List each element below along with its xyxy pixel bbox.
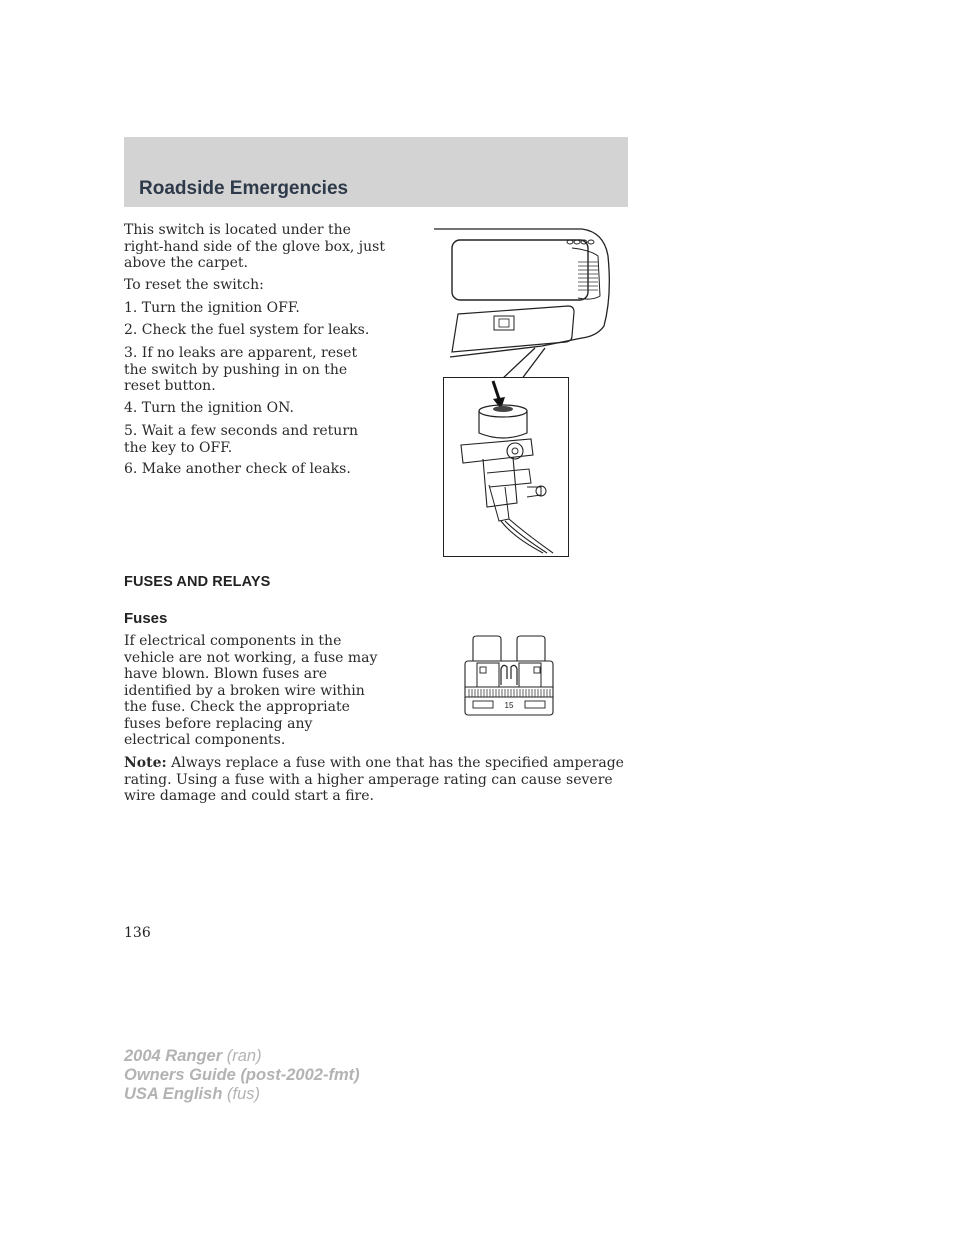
document-footer (124, 1047, 360, 1104)
reset-step-4: 4. Turn the ignition ON. (124, 400, 294, 416)
section-title: Roadside Emergencies (139, 178, 349, 199)
reset-step-3: 3. If no leaks are apparent, reset the switch by pushing in on the reset button. (124, 345, 358, 394)
fuses-relays-heading: FUSES AND RELAYS (124, 574, 271, 590)
footer-language-code: (fus) (222, 1085, 260, 1103)
fuse-illustration (463, 635, 555, 717)
fuses-subheading: Fuses (124, 610, 168, 627)
footer-guide: Owners Guide (post-2002-fmt) (124, 1066, 360, 1084)
note-label: Note: (124, 755, 167, 771)
footer-model-code: (ran) (222, 1047, 262, 1065)
glove-box-illustration (432, 226, 612, 361)
reset-step-2: 2. Check the fuel system for leaks. (124, 322, 370, 338)
reset-intro-text: To reset the switch: (124, 277, 264, 293)
footer-model: 2004 Ranger (124, 1047, 223, 1065)
footer-language: USA English (124, 1085, 223, 1103)
fuses-paragraph: If electrical components in the vehicle are not working, a fuse may have blown. Blown fuses are identified by a broken wire within the fuse. Check the appropriate fuses before replacing any electrical components. (124, 633, 378, 748)
page-number: 136 (124, 925, 151, 941)
reset-step-5: 5. Wait a few seconds and return the key to OFF. (124, 423, 359, 456)
reset-step-1: 1. Turn the ignition OFF. (124, 300, 300, 316)
reset-step-6: 6. Make another check of leaks. (124, 461, 351, 477)
inertia-switch-illustration (443, 377, 569, 557)
fuse-note (124, 755, 628, 805)
fuse-rating-label: 15 (504, 701, 514, 710)
switch-location-text: This switch is located under the right-hand side of the glove box, just above the carpet. (124, 222, 385, 271)
note-text: Always replace a fuse with one that has the specified amperage rating. Using a fuse with a higher amperage rating can cause severe wire damage and could start a fire. (124, 755, 624, 804)
